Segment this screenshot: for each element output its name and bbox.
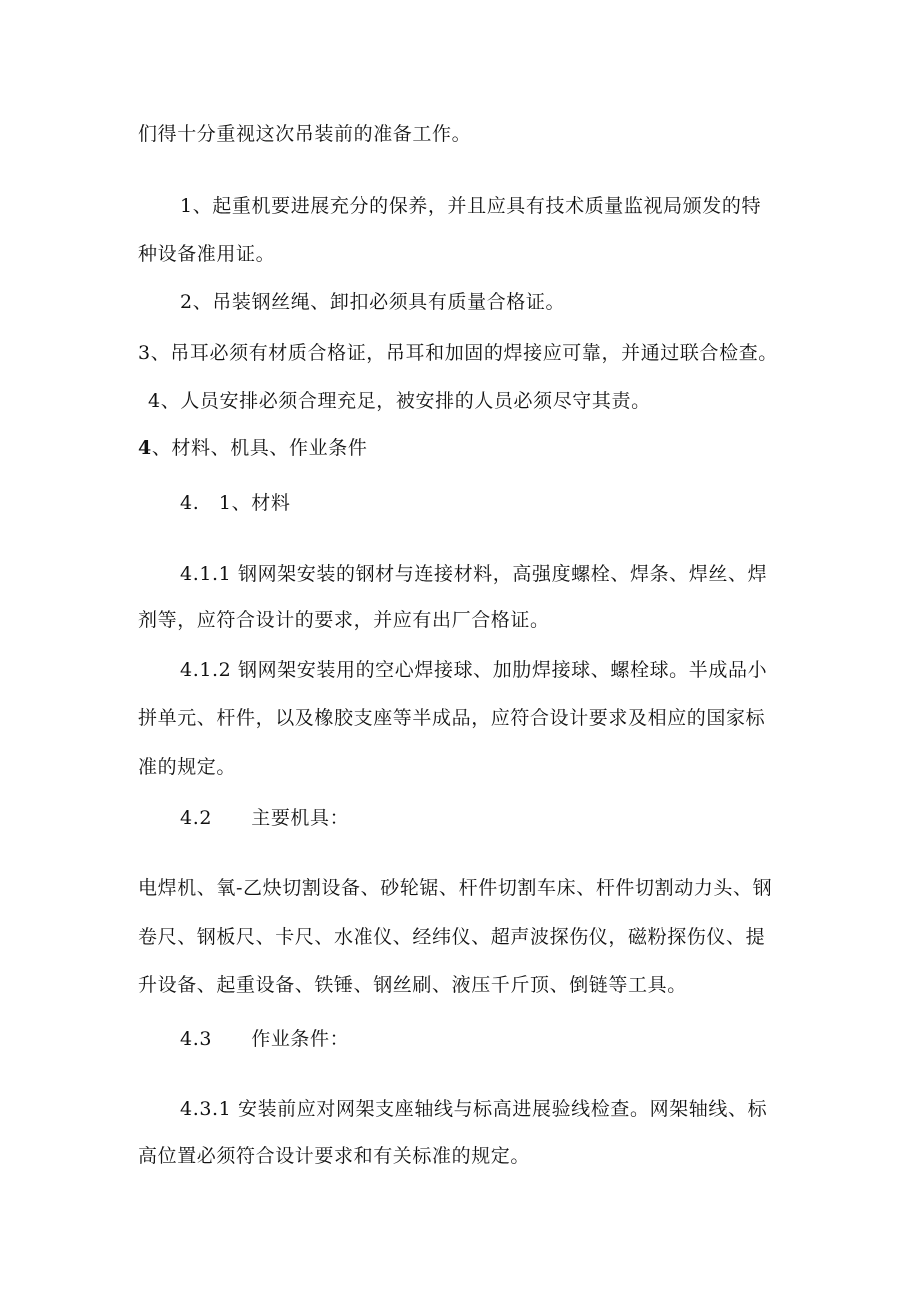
list-item-3: 3、吊耳必须有材质合格证，吊耳和加固的焊接应可靠，并通过联合检查。 xyxy=(138,342,778,364)
subsection-heading-4-1: 4. 1、材料 xyxy=(180,492,291,514)
clause-4-3-1-line-1: 4.3.1 安装前应对网架支座轴线与标高进展验线检查。网架轴线、标 xyxy=(180,1098,768,1120)
tools-line-1: 电焊机、氧-乙炔切割设备、砂轮锯、杆件切割车床、杆件切割动力头、钢 xyxy=(138,877,773,899)
list-item-4: 4、人员安排必须合理充足，被安排的人员必须尽守其责。 xyxy=(148,390,651,412)
paragraph-line: 们得十分重视这次吊装前的准备工作。 xyxy=(138,123,472,145)
list-item-1-line-2: 种设备准用证。 xyxy=(138,243,276,265)
subsection-heading-4-2: 4.2 主要机具： xyxy=(180,807,350,829)
clause-4-1-2-line-1: 4.1.2 钢网架安装用的空心焊接球、加肋焊接球、螺栓球。半成品小 xyxy=(180,659,768,681)
subsection-heading-4-3: 4.3 作业条件： xyxy=(180,1028,350,1050)
clause-4-1-2-line-2: 拼单元、杆件，以及橡胶支座等半成品，应符合设计要求及相应的国家标 xyxy=(138,707,766,729)
clause-4-3-1-line-2: 高位置必须符合设计要求和有关标准的规定。 xyxy=(138,1145,531,1167)
tools-line-3: 升设备、起重设备、铁锤、钢丝刷、液压千斤顶、倒链等工具。 xyxy=(138,974,687,996)
clause-4-1-1-line-1: 4.1.1 钢网架安装的钢材与连接材料，高强度螺栓、焊条、焊丝、焊 xyxy=(180,563,768,585)
clause-4-1-1-line-2: 剂等，应符合设计的要求，并应有出厂合格证。 xyxy=(138,609,550,631)
section-heading-4 xyxy=(138,436,367,460)
list-item-1-line-1: 1、起重机要进展充分的保养，并且应具有技术质量监视局颁发的特 xyxy=(180,195,762,217)
section-title: 、材料、机具、作业条件 xyxy=(151,437,368,459)
clause-4-1-2-line-3: 准的规定。 xyxy=(138,756,237,778)
section-number: 4 xyxy=(138,437,152,459)
list-item-2: 2、吊装钢丝绳、卸扣必须具有质量合格证。 xyxy=(180,291,566,313)
tools-line-2: 卷尺、钢板尺、卡尺、水准仪、经纬仪、超声波探伤仪，磁粉探伤仪、提 xyxy=(138,926,766,948)
